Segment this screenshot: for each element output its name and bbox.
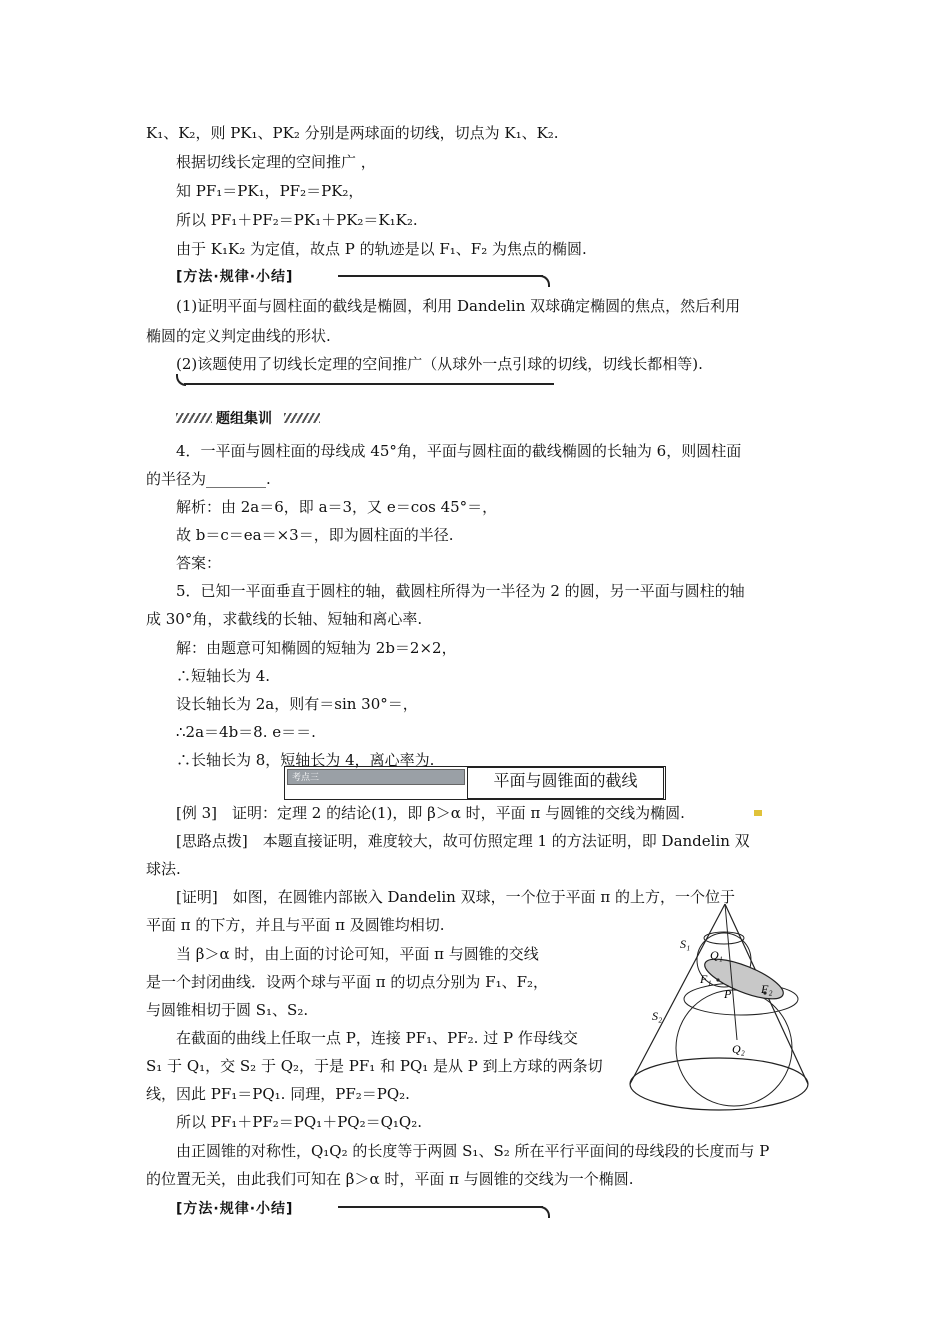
- text-line: 故 b＝c＝ea＝×3＝，即为圆柱面的半径.: [176, 526, 454, 544]
- figure-label-q2: Q₂: [732, 1042, 745, 1056]
- figure-label-p: P: [724, 987, 732, 1001]
- heading-rule-end-2: [540, 1206, 550, 1218]
- method-summary-heading-2: [方法·规律·小结]: [176, 1201, 294, 1217]
- text-line: (2)该题使用了切线长定理的空间推广（从球外一点引球的切线，切线长都相等).: [176, 355, 703, 373]
- text-line: K₁、K₂，则 PK₁、PK₂ 分别是两球面的切线，切点为 K₁、K₂.: [146, 124, 559, 142]
- text-line: 解析：由 2a＝6，即 a＝3，又 e＝cos 45°＝，: [176, 498, 498, 516]
- text-line: 是一个封闭曲线．设两个球与平面 π 的切点分别为 F₁、F₂，: [146, 973, 549, 991]
- text-line: 所以 PF₁＋PF₂＝PK₁＋PK₂＝K₁K₂.: [176, 211, 418, 229]
- text-line: 在截面的曲线上任取一点 P，连接 PF₁、PF₂. 过 P 作母线交: [176, 1029, 578, 1047]
- text-line: 的半径为________.: [146, 470, 271, 488]
- text-line: 解：由题意可知椭圆的短轴为 2b＝2×2，: [176, 639, 457, 657]
- text-line: 根据切线长定理的空间推广 ，: [176, 153, 376, 171]
- text-line: 所以 PF₁＋PF₂＝PQ₁＋PQ₂＝Q₁Q₂.: [176, 1113, 422, 1131]
- text-line: 5．已知一平面垂直于圆柱的轴，截圆柱所得为一半径为 2 的圆，另一平面与圆柱的轴: [176, 582, 745, 600]
- text-line: 4．一平面与圆柱面的母线成 45°角，平面与圆柱面的截线椭圆的长轴为 6，则圆柱面: [176, 442, 742, 460]
- heading-rule: [338, 275, 543, 277]
- section-box-label: 考点三: [287, 769, 465, 785]
- group-hatch-right: [284, 413, 320, 423]
- text-line: 线，因此 PF₁＝PQ₁. 同理，PF₂＝PQ₂.: [146, 1085, 410, 1103]
- text-line: ∴2a＝4b＝8. e＝＝.: [176, 723, 316, 741]
- text-line: S₁ 于 Q₁，交 S₂ 于 Q₂，于是 PF₁ 和 PQ₁ 是从 P 到上方球的两条切: [146, 1057, 603, 1075]
- summary-bottom-rule: [184, 383, 554, 385]
- text-line: 成 30°角，求截线的长轴、短轴和离心率.: [146, 610, 423, 628]
- text-line: ∴长轴长为 8，短轴长为 4，离心率为.: [176, 751, 435, 769]
- text-line: 的位置无关，由此我们可知在 β＞α 时，平面 π 与圆锥的交线为一个椭圆.: [146, 1170, 634, 1188]
- text-line: 平面 π 的下方，并且与平面 π 及圆锥均相切.: [146, 916, 445, 934]
- text-line: [思路点拨] 本题直接证明，难度较大，故可仿照定理 1 的方法证明，即 Dandelin 双: [176, 832, 750, 850]
- text-line: ∴短轴长为 4.: [176, 667, 271, 685]
- figure-label-s1: S₁: [680, 937, 691, 951]
- text-line: 答案：: [176, 554, 222, 572]
- figure-label-f2: F₂: [761, 982, 773, 996]
- group-training-heading: 题组集训: [216, 411, 272, 427]
- group-hatch-left: [176, 413, 212, 423]
- figure-label-f1: F₁: [700, 972, 712, 986]
- text-line: 当 β＞α 时，由上面的讨论可知，平面 π 与圆锥的交线: [176, 945, 539, 963]
- text-line: 由于 K₁K₂ 为定值，故点 P 的轨迹是以 F₁、F₂ 为焦点的椭圆.: [176, 240, 587, 258]
- figure-label-s2: S₂: [652, 1009, 663, 1023]
- method-summary-heading: [方法·规律·小结]: [176, 269, 294, 285]
- text-line: (1)证明平面与圆柱面的截线是椭圆，利用 Dandelin 双球确定椭圆的焦点，然后利用: [176, 297, 741, 315]
- figure-label-q1: Q₁: [710, 948, 723, 962]
- heading-rule-2: [338, 1206, 543, 1208]
- marker-dot: [754, 810, 762, 816]
- heading-rule-end: [540, 275, 550, 287]
- text-line: 知 PF₁＝PK₁，PF₂＝PK₂，: [176, 182, 364, 200]
- text-line: [证明] 如图，在圆锥内部嵌入 Dandelin 双球，一个位于平面 π 的上方，一个位于: [176, 888, 736, 906]
- text-line: 椭圆的定义判定曲线的形状.: [146, 327, 331, 345]
- text-line: 设长轴长为 2a，则有＝sin 30°＝，: [176, 695, 418, 713]
- summary-bottom-rule-start: [176, 374, 186, 386]
- section-box-title: 平面与圆锥面的截线: [467, 767, 664, 799]
- text-line: 与圆锥相切于圆 S₁、S₂.: [146, 1001, 309, 1019]
- text-line: 球法.: [146, 860, 181, 878]
- text-line: 由正圆锥的对称性，Q₁Q₂ 的长度等于两圆 S₁、S₂ 所在平行平面间的母线段的长度而与 P: [176, 1142, 770, 1160]
- cone-figure: [624, 898, 814, 1118]
- text-line: [例 3] 证明：定理 2 的结论(1)，即 β＞α 时，平面 π 与圆锥的交线为椭圆.: [176, 804, 685, 822]
